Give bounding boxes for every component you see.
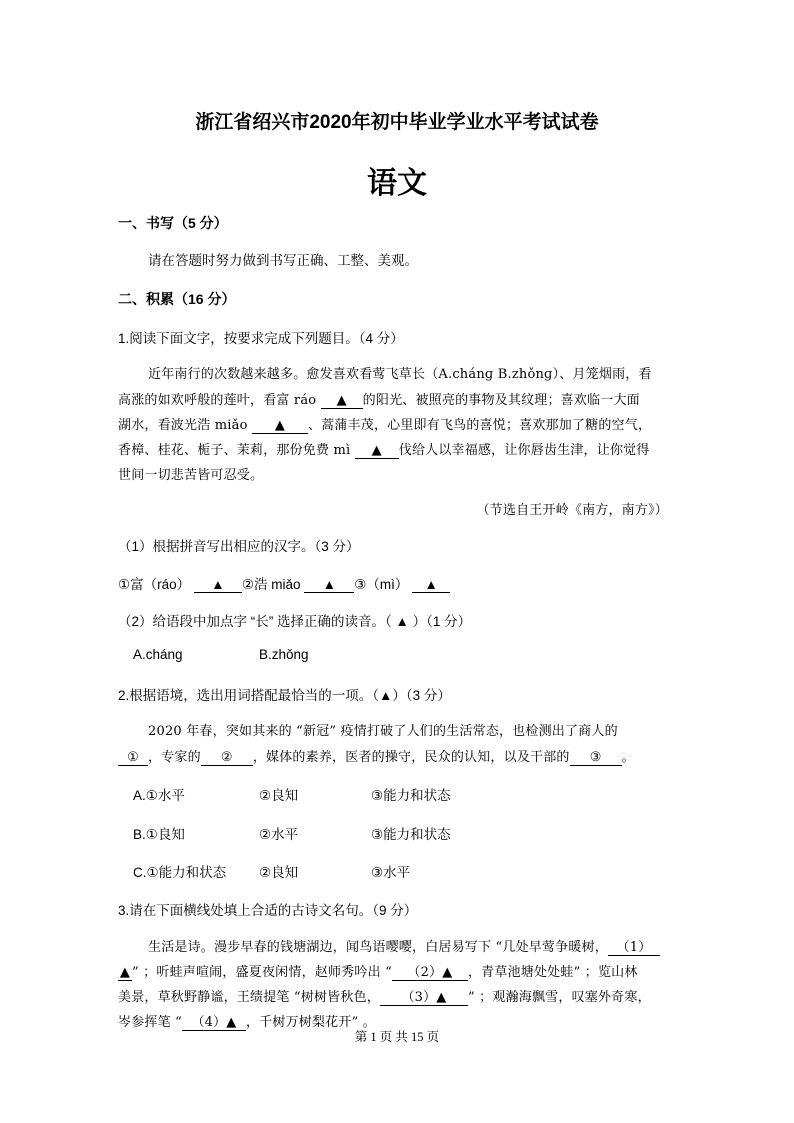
q1-passage-line5: 世间一切悲苦皆可忍受。 bbox=[118, 468, 264, 483]
q2-option-c-col3: ③水平 bbox=[371, 865, 411, 880]
q1-passage-text: 伐给人以幸福感，让你唇齿生津，让你觉得 bbox=[398, 443, 650, 458]
q3-blank-3[interactable]: （3）▲ bbox=[380, 990, 468, 1006]
q1-passage-line4 bbox=[118, 439, 650, 459]
q1-passage-text: 、蒿蒲丰茂，心里即有飞鸟的喜悦；喜欢那加了糖的空气， bbox=[307, 418, 652, 433]
q3-blank-1-start[interactable]: （1） bbox=[608, 940, 660, 956]
page-number: 第 1 页 共 15 页 bbox=[354, 1030, 440, 1044]
q2-blank-2[interactable]: ② bbox=[201, 750, 253, 766]
q2-option-b-col1[interactable]: B.①良知 bbox=[133, 827, 185, 842]
q1-sub2-option-b[interactable]: B.zhǒnɡ bbox=[259, 647, 309, 662]
q1-passage-text: 香樟、桂花、栀子、茉莉，那份免费 mì bbox=[118, 443, 355, 458]
section2-heading: 二、积累（16 分） bbox=[118, 291, 236, 307]
q3-passage-text: 生活是诗。漫步早春的钱塘湖边，闻鸟语嘤嘤，白居易写下 “几处早莺争暖树， bbox=[148, 940, 608, 955]
q3-blank-1-end[interactable]: ▲ bbox=[119, 965, 131, 980]
q2-passage-text: 。 bbox=[621, 750, 635, 765]
q1-source: （节选自王开岭《南方，南方》） bbox=[476, 503, 668, 518]
q3-passage-text: 美景，草秋野静谧，王绩提笔 “树树皆秋色， bbox=[118, 990, 380, 1005]
q2-passage-line1: 2020 年春，突如其来的 “新冠” 疫情打破了人们的生活常态，也检测出了商人的 bbox=[148, 724, 618, 739]
q2-prompt: 2.根据语境，选出用词搭配最恰当的一项。（▲）（3 分） bbox=[118, 688, 451, 703]
q1-sub2-option-a[interactable]: A.chánɡ bbox=[133, 647, 183, 662]
q1-sub2-prompt: （2）给语段中加点字 “长” 选择正确的读音。（ ▲ ）（1 分） bbox=[118, 614, 472, 629]
q3-passage-text: ，千树万树梨花开” 。 bbox=[245, 1015, 376, 1030]
q2-option-b-col3: ③能力和状态 bbox=[371, 827, 451, 842]
q2-passage-line2 bbox=[118, 746, 635, 766]
q3-passage-text: ，青草池塘处处蛙” ；览山林 bbox=[467, 965, 638, 980]
q2-blank-1[interactable]: ① bbox=[118, 750, 148, 766]
exam-title: 浙江省绍兴市2020年初中毕业学业水平考试试卷 bbox=[195, 112, 599, 133]
q3-passage-line1 bbox=[148, 936, 660, 956]
q1-blank-mi[interactable]: ▲ bbox=[355, 443, 399, 459]
q1-sub1-blank-a[interactable]: ▲ bbox=[194, 577, 242, 593]
q3-prompt: 3.请在下面横线处填上合适的古诗文名句。（9 分） bbox=[118, 903, 418, 918]
q2-passage-text: ，专家的 bbox=[148, 750, 201, 765]
q1-passage-text: 的阳光、被照亮的事物及其纹理；喜欢临一大面 bbox=[362, 393, 640, 408]
q1-passage-line2 bbox=[118, 389, 640, 409]
q2-option-a-col3: ③能力和状态 bbox=[371, 788, 451, 803]
q1-passage-text: 高涨的如欢呼般的莲叶，看富 ráo bbox=[118, 393, 321, 408]
q1-passage-line1: 近年南行的次数越来越多。愈发喜欢看莺飞草长（A.chánɡ B.zhǒnɡ）、月笼烟雨，看 bbox=[148, 367, 652, 382]
q2-option-a-col1[interactable]: A.①水平 bbox=[133, 788, 185, 803]
q1-sub1-label-c: ③（mì） bbox=[354, 577, 409, 592]
q1-blank-rao[interactable]: ▲ bbox=[321, 393, 363, 409]
section1-heading: 一、书写（5 分） bbox=[118, 215, 228, 231]
q2-option-b-col2: ②水平 bbox=[259, 827, 299, 842]
q1-sub1-blank-c[interactable]: ▲ bbox=[412, 577, 450, 593]
q1-sub1-label-a: ①富（ráo） bbox=[118, 577, 191, 592]
q1-sub1-blank-b[interactable]: ▲ bbox=[304, 577, 354, 593]
q3-blank-4[interactable]: （4）▲ bbox=[182, 1015, 246, 1031]
q1-prompt: 1.阅读下面文字，按要求完成下列题目。（4 分） bbox=[118, 331, 404, 346]
q2-option-c-col2: ②良知 bbox=[259, 865, 299, 880]
q1-passage-text: 湖水，看波光浩 miǎo bbox=[118, 418, 252, 433]
q2-passage-text: ，媒体的素养，医者的操守，民众的认知，以及干部的 bbox=[252, 750, 570, 765]
q3-passage-text: 岑参挥笔 “ bbox=[118, 1015, 182, 1030]
q1-sub1-answers bbox=[118, 573, 450, 593]
q2-option-a-col2: ②良知 bbox=[259, 788, 299, 803]
q3-passage-text: ” ；观瀚海飘雪，叹塞外奇寒， bbox=[467, 990, 651, 1005]
q1-sub1-label-b: ②浩 miǎo bbox=[241, 577, 305, 592]
q2-option-c-col1[interactable]: C.①能力和状态 bbox=[133, 865, 227, 880]
subject-title: 语文 bbox=[367, 167, 427, 200]
q3-passage-line2 bbox=[118, 961, 638, 981]
q3-blank-2[interactable]: （2）▲ bbox=[392, 965, 468, 981]
q1-sub1-prompt: （1）根据拼音写出相应的汉字。（3 分） bbox=[118, 539, 360, 554]
q1-passage-line3 bbox=[118, 414, 651, 434]
q1-blank-miao[interactable]: ▲ bbox=[252, 418, 308, 434]
section1-body: 请在答题时努力做到书写正确、工整、美观。 bbox=[148, 253, 418, 268]
q3-passage-text: ” ；听蛙声喧闹，盛夏夜闲情，赵师秀吟出 “ bbox=[132, 965, 392, 980]
q3-passage-line3 bbox=[118, 986, 651, 1006]
q2-blank-3[interactable]: ③ bbox=[570, 750, 622, 766]
